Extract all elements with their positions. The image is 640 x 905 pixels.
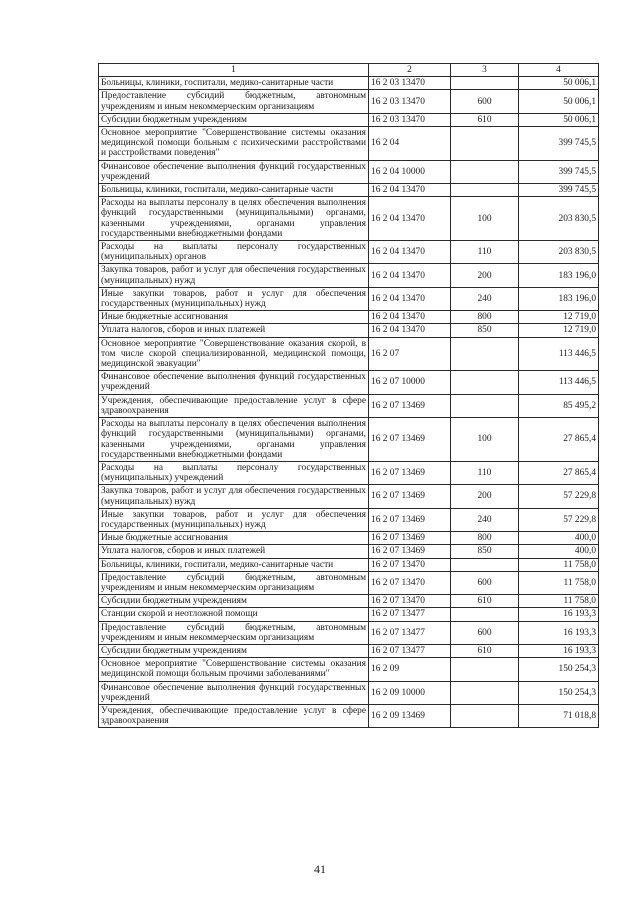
row-name-cell: Субсидии бюджетным учреждениям [99, 595, 369, 608]
row-name-cell: Уплата налогов, сборов и иных платежей [99, 324, 369, 337]
row-sum-cell: 12 719,0 [519, 311, 599, 324]
budget-table [98, 63, 599, 728]
table-row [99, 241, 599, 264]
row-expense-type-cell [451, 681, 519, 704]
table-row [99, 77, 599, 90]
row-code-cell: 16 2 07 13470 [369, 595, 451, 608]
table-body [99, 64, 599, 728]
row-sum-cell: 27 865,4 [519, 418, 599, 462]
header-cell-type: 3 [451, 64, 519, 77]
row-name-cell: Субсидии бюджетным учреждениям [99, 644, 369, 657]
row-code-cell: 16 2 09 [369, 658, 451, 681]
row-sum-cell: 113 446,5 [519, 337, 599, 371]
table-row [99, 197, 599, 241]
table-row [99, 595, 599, 608]
row-sum-cell: 27 865,4 [519, 461, 599, 484]
table-row [99, 621, 599, 644]
row-sum-cell: 150 254,3 [519, 681, 599, 704]
row-sum-cell: 203 830,5 [519, 241, 599, 264]
row-code-cell: 16 2 07 13469 [369, 508, 451, 531]
table-row [99, 311, 599, 324]
row-name-cell: Закупка товаров, работ и услуг для обеспечения государственных (муниципальных) нужд [99, 485, 369, 508]
row-name-cell: Предоставление субсидий бюджетным, автономным учреждениям и иным некоммерческим организациям [99, 571, 369, 594]
table-row [99, 485, 599, 508]
row-name-cell: Расходы на выплаты персоналу в целях обеспечения выполнения функций государственными (муниципальными) органами, казенными учреждениями, органами управления государственными внебюджетными фондами [99, 197, 369, 241]
row-name-cell: Расходы на выплаты персоналу государственных (муниципальных) учреждений [99, 461, 369, 484]
row-name-cell: Станции скорой и неотложной помощи [99, 608, 369, 621]
table-row [99, 264, 599, 287]
row-expense-type-cell [451, 337, 519, 371]
row-expense-type-cell: 800 [451, 311, 519, 324]
row-code-cell: 16 2 03 13470 [369, 90, 451, 113]
row-code-cell: 16 2 04 13470 [369, 184, 451, 197]
table-row [99, 658, 599, 681]
table-row [99, 532, 599, 545]
row-name-cell: Предоставление субсидий бюджетным, автономным учреждениям и иным некоммерческим организациям [99, 621, 369, 644]
table-row [99, 113, 599, 126]
row-name-cell: Больницы, клиники, госпитали, медико-санитарные части [99, 558, 369, 571]
row-code-cell: 16 2 07 13469 [369, 394, 451, 417]
row-sum-cell: 400,0 [519, 532, 599, 545]
table-row [99, 90, 599, 113]
header-cell-name: 1 [99, 64, 369, 77]
row-name-cell: Иные закупки товаров, работ и услуг для обеспечения государственных (муниципальных) нужд [99, 508, 369, 531]
row-name-cell: Основное мероприятие "Совершенствование системы оказания медицинской помощи больным прочими заболеваниями" [99, 658, 369, 681]
row-code-cell: 16 2 04 13470 [369, 264, 451, 287]
row-code-cell: 16 2 04 13470 [369, 287, 451, 310]
row-sum-cell: 11 758,0 [519, 571, 599, 594]
row-sum-cell: 399 745,5 [519, 184, 599, 197]
table-row [99, 418, 599, 462]
table-row [99, 184, 599, 197]
row-expense-type-cell: 240 [451, 508, 519, 531]
row-code-cell: 16 2 04 [369, 127, 451, 161]
row-code-cell: 16 2 07 13477 [369, 644, 451, 657]
row-code-cell: 16 2 07 10000 [369, 371, 451, 394]
row-name-cell: Финансовое обеспечение выполнения функций государственных учреждений [99, 160, 369, 183]
row-expense-type-cell [451, 704, 519, 727]
row-code-cell: 16 2 04 13470 [369, 324, 451, 337]
row-code-cell: 16 2 04 13470 [369, 311, 451, 324]
row-sum-cell: 183 196,0 [519, 287, 599, 310]
row-name-cell: Финансовое обеспечение выполнения функций государственных учреждений [99, 371, 369, 394]
row-sum-cell: 85 495,2 [519, 394, 599, 417]
row-name-cell: Закупка товаров, работ и услуг для обеспечения государственных (муниципальных) нужд [99, 264, 369, 287]
row-sum-cell: 16 193,3 [519, 644, 599, 657]
row-expense-type-cell: 110 [451, 461, 519, 484]
row-sum-cell: 71 018,8 [519, 704, 599, 727]
table-row [99, 545, 599, 558]
row-name-cell: Предоставление субсидий бюджетным, автономным учреждениям и иным некоммерческим организациям [99, 90, 369, 113]
row-sum-cell: 57 229,8 [519, 485, 599, 508]
table-row [99, 461, 599, 484]
row-expense-type-cell: 850 [451, 324, 519, 337]
row-sum-cell: 11 758,0 [519, 558, 599, 571]
row-sum-cell: 183 196,0 [519, 264, 599, 287]
row-code-cell: 16 2 03 13470 [369, 113, 451, 126]
row-code-cell: 16 2 07 13477 [369, 621, 451, 644]
row-sum-cell: 57 229,8 [519, 508, 599, 531]
row-name-cell: Больницы, клиники, госпитали, медико-санитарные части [99, 184, 369, 197]
row-sum-cell: 50 006,1 [519, 77, 599, 90]
row-sum-cell: 399 745,5 [519, 160, 599, 183]
row-expense-type-cell: 600 [451, 571, 519, 594]
row-expense-type-cell: 110 [451, 241, 519, 264]
row-code-cell: 16 2 07 [369, 337, 451, 371]
row-expense-type-cell: 100 [451, 197, 519, 241]
row-expense-type-cell [451, 77, 519, 90]
row-expense-type-cell [451, 658, 519, 681]
row-expense-type-cell [451, 371, 519, 394]
row-code-cell: 16 2 07 13469 [369, 418, 451, 462]
row-sum-cell: 16 193,3 [519, 621, 599, 644]
row-name-cell: Расходы на выплаты персоналу государственных (муниципальных) органов [99, 241, 369, 264]
row-sum-cell: 16 193,3 [519, 608, 599, 621]
table-row [99, 681, 599, 704]
page-number: 41 [314, 862, 326, 876]
row-code-cell: 16 2 04 13470 [369, 197, 451, 241]
row-name-cell: Иные бюджетные ассигнования [99, 532, 369, 545]
row-code-cell: 16 2 09 10000 [369, 681, 451, 704]
row-name-cell: Субсидии бюджетным учреждениям [99, 113, 369, 126]
table-row [99, 644, 599, 657]
row-name-cell: Расходы на выплаты персоналу в целях обеспечения выполнения функций государственными (муниципальными) органами, казенными учреждениями, органами управления государственными внебюджетными фондами [99, 418, 369, 462]
row-sum-cell: 50 006,1 [519, 113, 599, 126]
row-name-cell: Уплата налогов, сборов и иных платежей [99, 545, 369, 558]
row-name-cell: Учреждения, обеспечивающие предоставление услуг в сфере здравоохранения [99, 394, 369, 417]
row-name-cell: Больницы, клиники, госпитали, медико-санитарные части [99, 77, 369, 90]
header-cell-code: 2 [369, 64, 451, 77]
table-row [99, 287, 599, 310]
row-expense-type-cell [451, 608, 519, 621]
row-name-cell: Основное мероприятие "Совершенствование системы оказания медицинской помощи больным с психическими расстройствами и расстройствами поведения" [99, 127, 369, 161]
table-row [99, 571, 599, 594]
row-sum-cell: 11 758,0 [519, 595, 599, 608]
row-name-cell: Финансовое обеспечение выполнения функций государственных учреждений [99, 681, 369, 704]
row-code-cell: 16 2 07 13470 [369, 558, 451, 571]
row-name-cell: Иные закупки товаров, работ и услуг для обеспечения государственных (муниципальных) нужд [99, 287, 369, 310]
row-sum-cell: 12 719,0 [519, 324, 599, 337]
table-row [99, 324, 599, 337]
row-expense-type-cell [451, 160, 519, 183]
row-expense-type-cell: 200 [451, 485, 519, 508]
table-header-row [99, 64, 599, 77]
table-row [99, 337, 599, 371]
row-name-cell: Основное мероприятие "Совершенствование оказания скорой, в том числе скорой специализированной, медицинской помощи, медицинской эвакуации" [99, 337, 369, 371]
table-row [99, 508, 599, 531]
row-code-cell: 16 2 07 13470 [369, 571, 451, 594]
row-expense-type-cell: 800 [451, 532, 519, 545]
row-expense-type-cell [451, 558, 519, 571]
header-cell-sum: 4 [519, 64, 599, 77]
row-code-cell: 16 2 07 13469 [369, 532, 451, 545]
row-code-cell: 16 2 04 10000 [369, 160, 451, 183]
row-name-cell: Учреждения, обеспечивающие предоставление услуг в сфере здравоохранения [99, 704, 369, 727]
row-expense-type-cell [451, 184, 519, 197]
row-code-cell: 16 2 07 13469 [369, 545, 451, 558]
row-expense-type-cell: 100 [451, 418, 519, 462]
row-code-cell: 16 2 07 13469 [369, 485, 451, 508]
row-sum-cell: 399 745,5 [519, 127, 599, 161]
table-row [99, 558, 599, 571]
row-sum-cell: 113 446,5 [519, 371, 599, 394]
row-code-cell: 16 2 07 13477 [369, 608, 451, 621]
row-code-cell: 16 2 09 13469 [369, 704, 451, 727]
row-sum-cell: 203 830,5 [519, 197, 599, 241]
row-expense-type-cell: 200 [451, 264, 519, 287]
row-expense-type-cell: 610 [451, 595, 519, 608]
row-name-cell: Иные бюджетные ассигнования [99, 311, 369, 324]
row-code-cell: 16 2 07 13469 [369, 461, 451, 484]
row-sum-cell: 400,0 [519, 545, 599, 558]
table-row [99, 394, 599, 417]
row-expense-type-cell: 610 [451, 113, 519, 126]
row-expense-type-cell [451, 394, 519, 417]
table-row [99, 160, 599, 183]
row-expense-type-cell: 240 [451, 287, 519, 310]
table-row [99, 608, 599, 621]
row-code-cell: 16 2 04 13470 [369, 241, 451, 264]
table-row [99, 704, 599, 727]
table-row [99, 127, 599, 161]
row-sum-cell: 150 254,3 [519, 658, 599, 681]
row-expense-type-cell: 600 [451, 621, 519, 644]
row-expense-type-cell: 600 [451, 90, 519, 113]
row-code-cell: 16 2 03 13470 [369, 77, 451, 90]
row-expense-type-cell: 850 [451, 545, 519, 558]
table-row [99, 371, 599, 394]
row-sum-cell: 50 006,1 [519, 90, 599, 113]
row-expense-type-cell: 610 [451, 644, 519, 657]
row-expense-type-cell [451, 127, 519, 161]
